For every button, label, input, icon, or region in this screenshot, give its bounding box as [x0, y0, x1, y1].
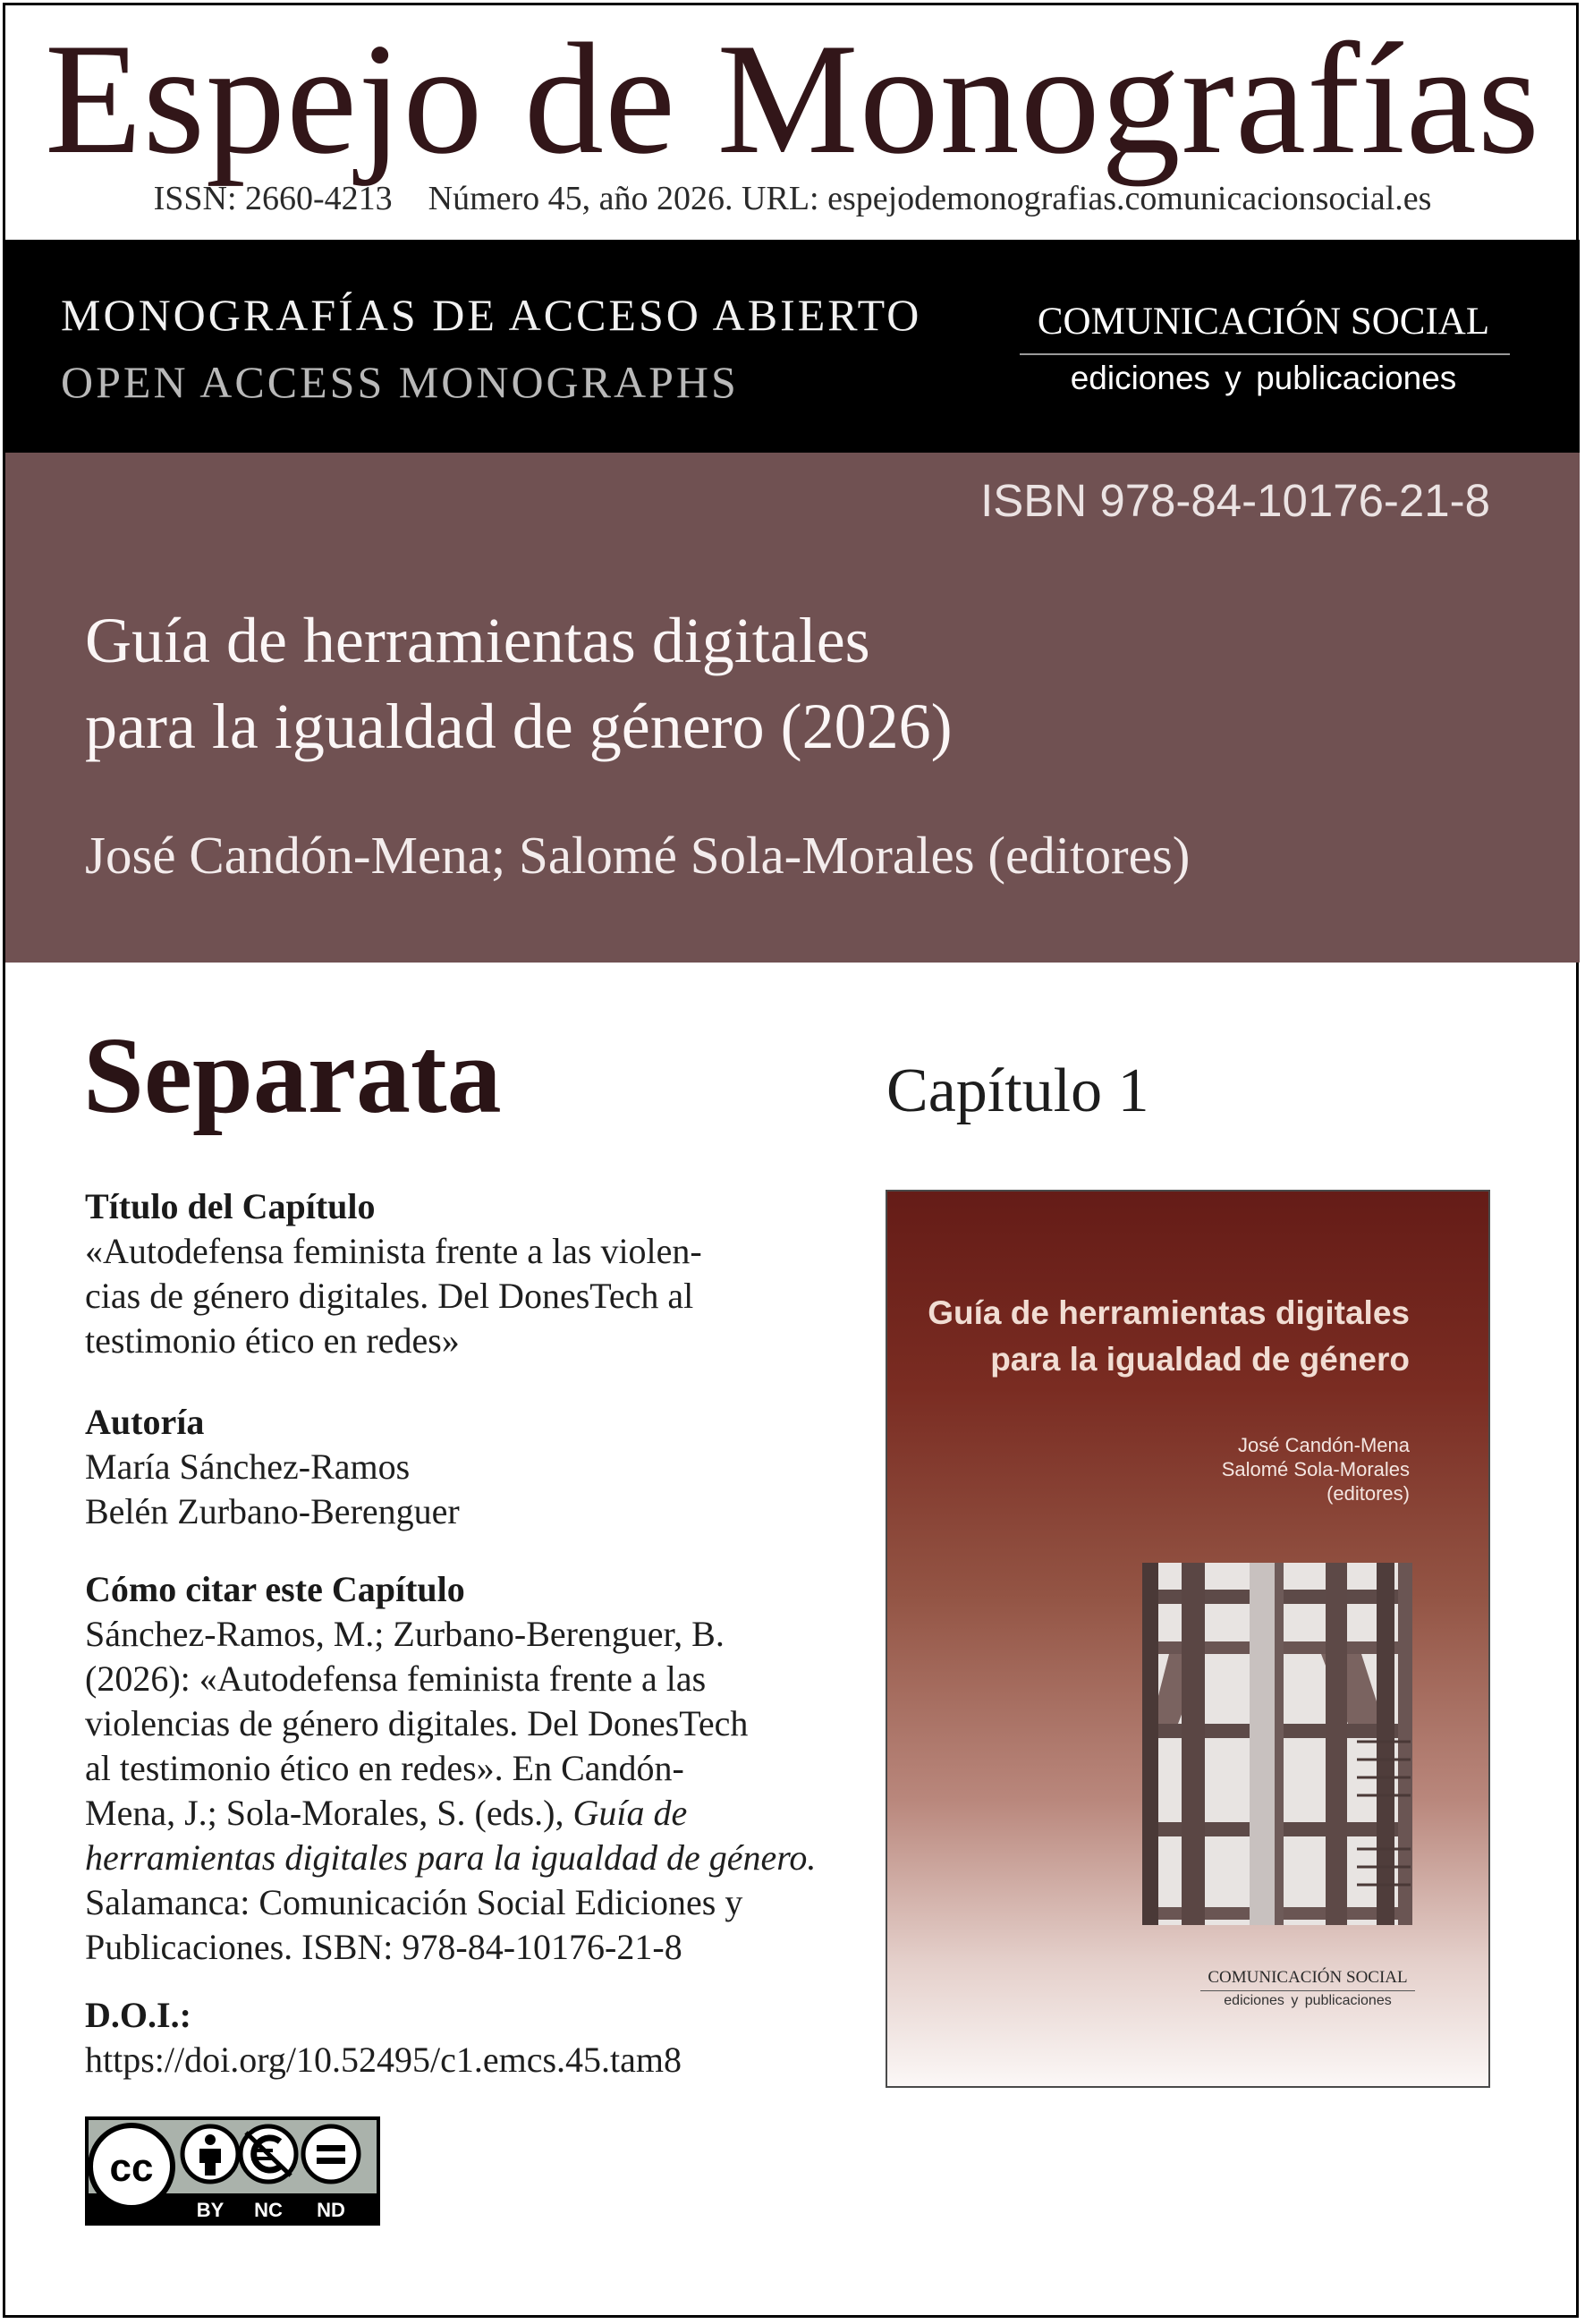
cover-photo-water-tower: [1142, 1563, 1412, 1925]
cover-editor: José Candón-Mena: [1237, 1434, 1410, 1456]
publisher-logo-sub: ediciones y publicaciones: [1070, 360, 1457, 396]
cc-icon: [90, 2125, 173, 2208]
authorship-heading: Autoría: [85, 1402, 205, 1442]
citation-block: [85, 1567, 817, 1970]
author-name: Belén Zurbano-Berenguer: [85, 1491, 460, 1531]
book-title-line: para la igualdad de género (2026): [85, 691, 953, 762]
book-editors: José Candón-Mena; Salomé Sola-Morales (editores): [85, 826, 1191, 885]
citation-book-title: Guía de: [572, 1793, 688, 1833]
chapter-title-block: [85, 1184, 783, 1363]
cover-publisher: COMUNICACIÓN SOCIAL: [1208, 1968, 1408, 1987]
issn-line: [0, 179, 1585, 218]
author-name: María Sánchez-Ramos: [85, 1446, 411, 1487]
attribution-icon: [182, 2126, 238, 2182]
doi-block: [85, 1993, 783, 2082]
collection-band: [5, 240, 1580, 453]
citation-line: Publicaciones. ISBN: 978-84-10176-21-8: [85, 1927, 682, 1967]
license-term: NC: [254, 2199, 283, 2221]
doi-link[interactable]: https://doi.org/10.52495/c1.emcs.45.tam8: [85, 2040, 682, 2080]
citation-line: (2026): «Autodefensa feminista frente a las: [85, 1658, 707, 1699]
chapter-title-line: cias de género digitales. Del DonesTech al: [85, 1276, 694, 1316]
license-term: BY: [196, 2199, 225, 2221]
cc-license-badge[interactable]: [85, 2116, 380, 2226]
cover-editor: (editores): [1326, 1482, 1410, 1505]
citation-book-title: herramientas digitales para la igualdad de género.: [85, 1837, 817, 1878]
book-isbn: ISBN 978-84-10176-21-8: [980, 475, 1490, 526]
separata-heading: Separata: [83, 1015, 502, 1136]
issn: ISSN: 2660-4213: [153, 180, 393, 217]
cover-title-line: Guía de herramientas digitales: [928, 1294, 1410, 1331]
citation-heading: Cómo citar este Capítulo: [85, 1569, 465, 1609]
citation-text: Mena, J.; Sola-Morales, S. (eds.),: [85, 1793, 573, 1833]
license-term: ND: [317, 2199, 345, 2221]
book-title: [85, 598, 953, 769]
noderivatives-icon: [303, 2126, 359, 2182]
chapter-label: Capítulo 1: [886, 1056, 1149, 1125]
collection-label-en: OPEN ACCESS MONOGRAPHS: [61, 357, 739, 407]
issue-line: Número 45, año 2026. URL: espejodemonografias.comunicacionsocial.es: [428, 180, 1432, 217]
cover-publisher-sub: ediciones y publicaciones: [1224, 1993, 1392, 2008]
citation-line: Salamanca: Comunicación Social Ediciones y: [85, 1882, 743, 1922]
doi-heading: D.O.I.:: [85, 1995, 191, 2035]
cover-editor: Salomé Sola-Morales: [1221, 1458, 1410, 1480]
noncommercial-icon: [241, 2126, 296, 2182]
citation-line: violencias de género digitales. Del DonesTech: [85, 1703, 749, 1743]
citation-line: Sánchez-Ramos, M.; Zurbano-Berenguer, B.: [85, 1614, 725, 1654]
citation-line: [85, 1791, 783, 1836]
publisher-logo-rule: [1020, 353, 1510, 355]
authorship-block: [85, 1400, 783, 1534]
citation-line: al testimonio ético en redes». En Candón-: [85, 1748, 684, 1788]
cc-mark: cc: [109, 2146, 154, 2190]
publisher-logo-name: COMUNICACIÓN SOCIAL: [1037, 301, 1490, 343]
collection-label-es: MONOGRAFÍAS DE ACCESO ABIERTO: [61, 290, 922, 340]
chapter-title-line: «Autodefensa feminista frente a las violen-: [85, 1231, 702, 1271]
cover-title: [928, 1290, 1410, 1383]
cover-publisher-rule: [1200, 1990, 1415, 1991]
chapter-title-line: testimonio ético en redes»: [85, 1320, 460, 1361]
journal-title: Espejo de Monografías: [44, 10, 1541, 187]
chapter-title-heading: Título del Capítulo: [85, 1186, 376, 1226]
book-title-line: Guía de herramientas digitales: [85, 605, 870, 676]
cover-title-line: para la igualdad de género: [990, 1341, 1410, 1378]
cover-editors: [1222, 1433, 1410, 1506]
book-cover-image: [886, 1190, 1490, 2088]
